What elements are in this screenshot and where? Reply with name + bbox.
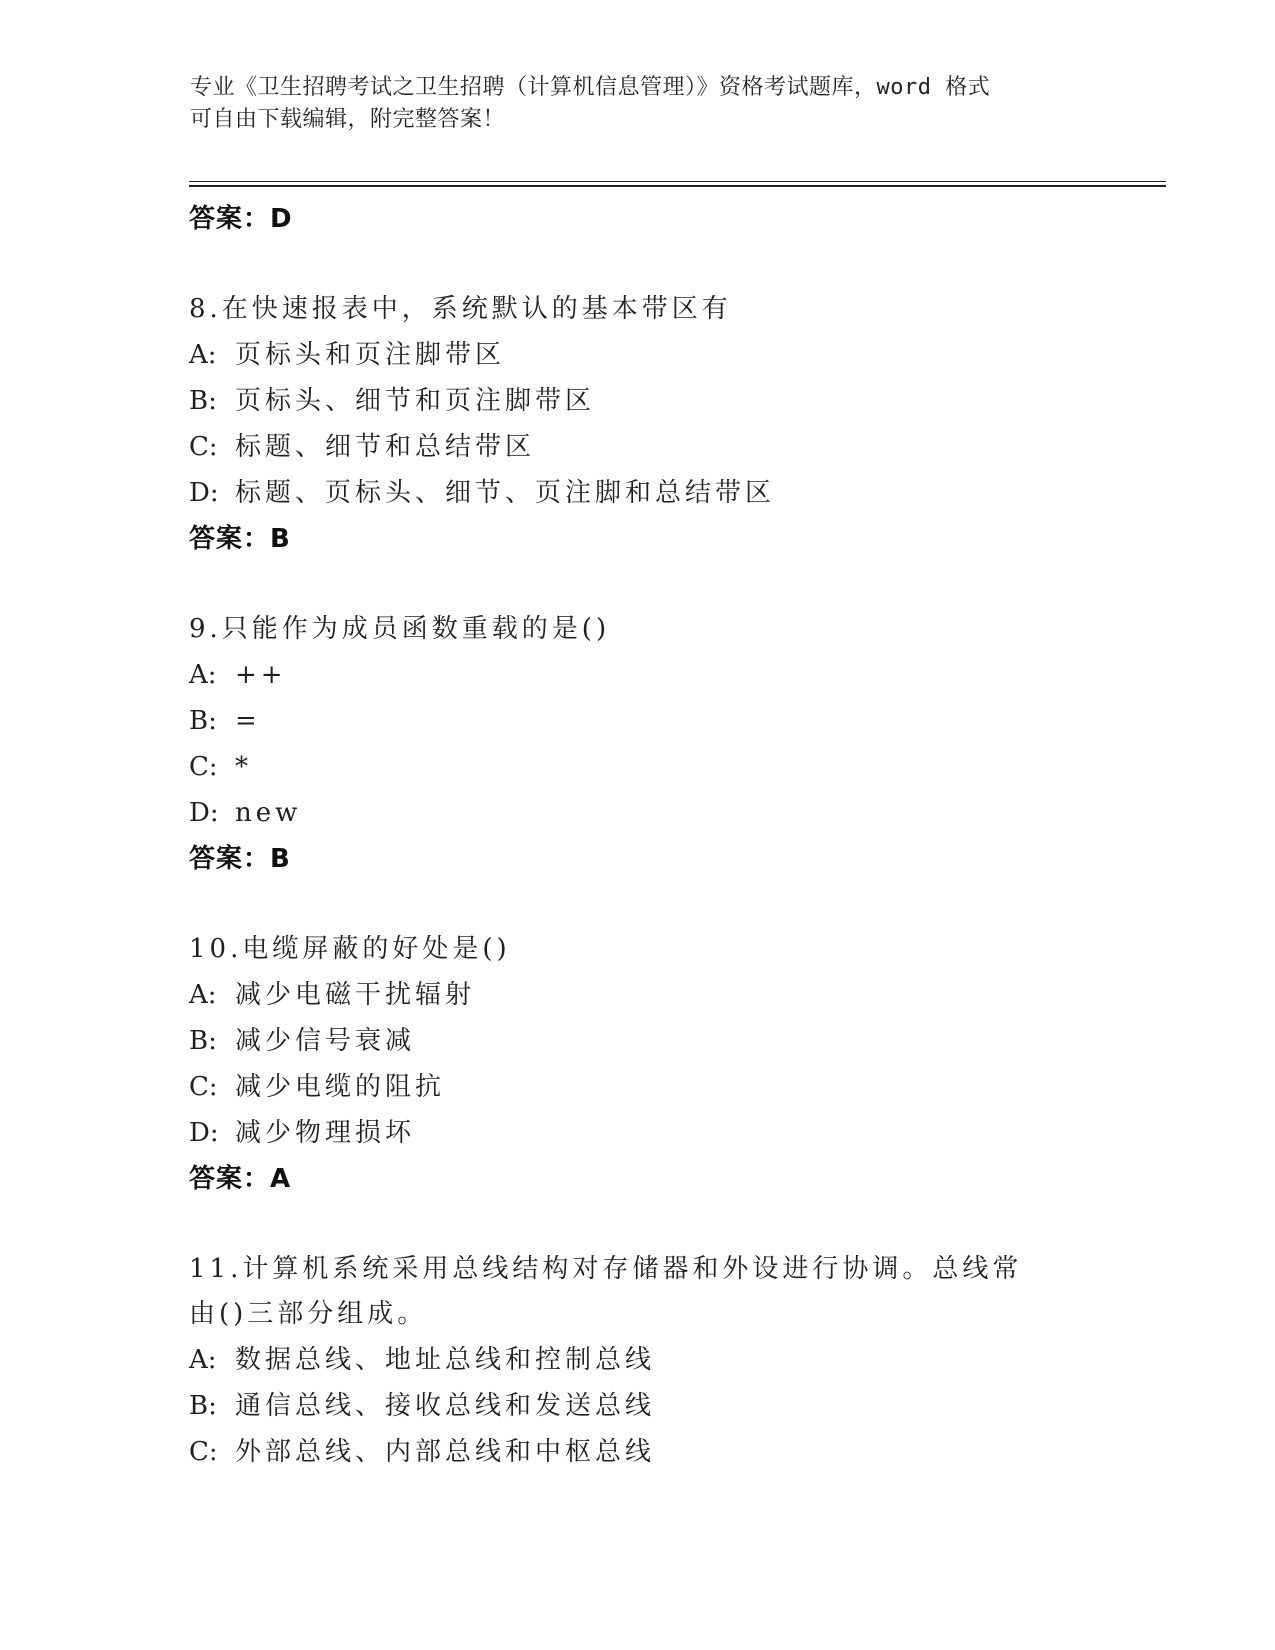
answer-line [189, 196, 1149, 242]
option-item [189, 424, 1149, 470]
option-item [189, 972, 1149, 1018]
option-text: * [235, 752, 252, 782]
answer-prefix: 答案： [189, 1164, 271, 1194]
option-letter: C: [189, 1437, 218, 1467]
question-stem: 8.在快速报表中，系统默认的基本带区有 [189, 294, 732, 324]
option-item [189, 698, 1149, 744]
option-item [189, 332, 1149, 378]
option-text: 标题、页标头、细节、页注脚和总结带区 [235, 478, 776, 508]
answer-prefix: 答案： [189, 524, 271, 554]
header-line-2: 可自由下载编辑，附完整答案！ [190, 107, 506, 132]
answer-line [189, 836, 1149, 882]
header-line-1: 专业《卫生招聘考试之卫生招聘（计算机信息管理）》资格考试题库，word 格式 [190, 75, 991, 100]
option-letter: B: [189, 1391, 217, 1421]
option-text: 减少电磁干扰辐射 [235, 980, 476, 1010]
option-item [189, 1064, 1149, 1110]
header-divider-thin [189, 181, 1166, 182]
option-letter: B: [189, 1026, 217, 1056]
answer-value: A [270, 1164, 292, 1194]
question-block [189, 927, 1149, 1202]
option-item [189, 378, 1149, 424]
option-item [189, 790, 1149, 836]
option-letter: D: [189, 1118, 219, 1148]
option-text: 外部总线、内部总线和中枢总线 [235, 1437, 656, 1467]
header-divider-thick [189, 185, 1166, 187]
answer-value: B [270, 524, 291, 554]
question-block [189, 607, 1149, 882]
option-text: 标题、细节和总结带区 [235, 432, 536, 462]
option-letter: B: [189, 706, 217, 736]
option-text: new [235, 798, 302, 828]
spacer [189, 1202, 1149, 1247]
answer-value: D [270, 204, 293, 234]
question-stem: 11.计算机系统采用总线结构对存储器和外设进行协调。总线常由()三部分组成。 [189, 1254, 1023, 1329]
option-text: ++ [235, 660, 287, 690]
option-letter: C: [189, 752, 218, 782]
option-letter: D: [189, 798, 219, 828]
option-letter: A: [189, 660, 217, 690]
question-list [189, 196, 1149, 1475]
option-text: 页标头和页注脚带区 [235, 340, 506, 370]
option-item [189, 1337, 1149, 1383]
spacer [189, 562, 1149, 607]
answer-line [189, 1156, 1149, 1202]
answer-value: B [270, 844, 291, 874]
option-text: 减少物理损坏 [235, 1118, 416, 1148]
option-item [189, 1110, 1149, 1156]
option-item [189, 1018, 1149, 1064]
document-header [190, 72, 1110, 136]
option-item [189, 1383, 1149, 1429]
option-item [189, 470, 1149, 516]
answer-prefix: 答案： [189, 204, 271, 234]
option-letter: A: [189, 980, 217, 1010]
answer-line [189, 516, 1149, 562]
option-text: 减少电缆的阻抗 [235, 1072, 446, 1102]
option-text: 减少信号衰减 [235, 1026, 416, 1056]
option-text: = [235, 706, 261, 736]
spacer [189, 242, 1149, 287]
option-letter: B: [189, 386, 217, 416]
question-stem: 10.电缆屏蔽的好处是() [189, 934, 511, 964]
question-block [189, 287, 1149, 562]
option-letter: A: [189, 1345, 217, 1375]
option-letter: D: [189, 478, 219, 508]
question-stem: 9.只能作为成员函数重载的是() [189, 614, 611, 644]
option-letter: C: [189, 432, 218, 462]
option-item [189, 652, 1149, 698]
option-text: 通信总线、接收总线和发送总线 [235, 1391, 656, 1421]
option-letter: A: [189, 340, 217, 370]
option-text: 数据总线、地址总线和控制总线 [235, 1345, 656, 1375]
spacer [189, 882, 1149, 927]
option-letter: C: [189, 1072, 218, 1102]
option-item [189, 744, 1149, 790]
question-block [189, 1247, 1149, 1475]
option-text: 页标头、细节和页注脚带区 [235, 386, 596, 416]
option-item [189, 1429, 1149, 1475]
answer-prefix: 答案： [189, 844, 271, 874]
